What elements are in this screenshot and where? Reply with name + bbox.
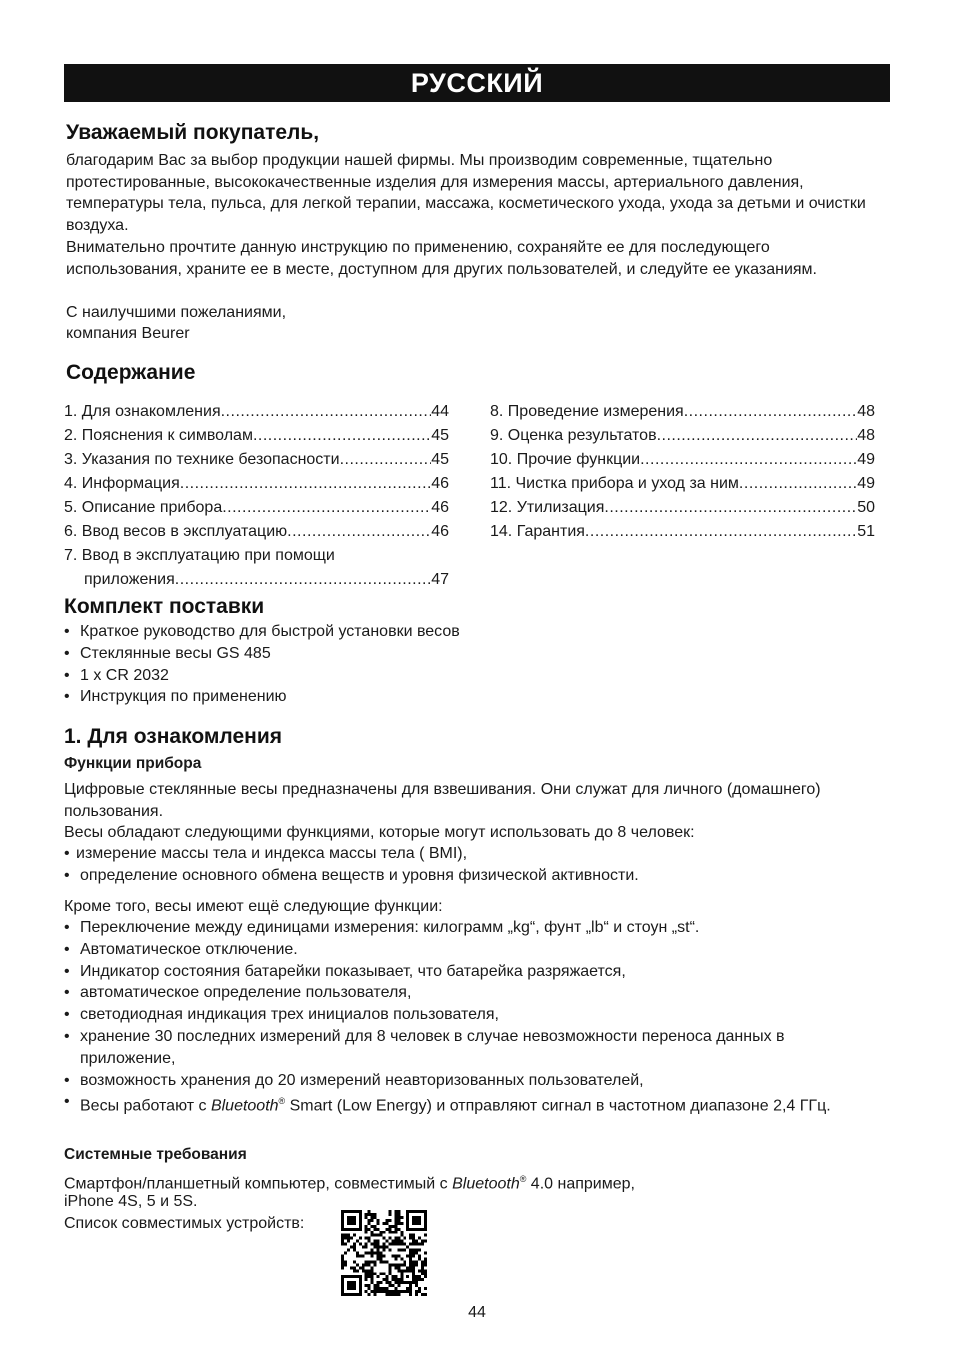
list-item: • измерение массы тела и индекса массы тела ( BMI), [64,843,894,865]
toc-label: 1. Для ознакомления [64,403,221,420]
sys-post: 4.0 например, [526,1175,635,1193]
toc-item[interactable] [490,400,875,424]
toc-left [64,400,449,592]
toc-page: 49 [857,475,875,492]
toc-item[interactable] [490,424,875,448]
toc-leader [640,448,857,472]
toc-page: 49 [857,451,875,468]
toc-leader [657,424,858,448]
toc-page: 45 [431,451,449,468]
toc-item[interactable] [64,472,449,496]
greeting-sign1: С наилучшими пожеланиями, [66,304,287,321]
toc-label: 2. Пояснения к символам [64,427,253,444]
toc-page: 46 [431,523,449,540]
function-list-1 [64,843,894,887]
bt-brand: Bluetooth [210,1097,279,1115]
toc-item[interactable] [64,496,449,520]
package-list [64,621,894,708]
toc-leader [340,448,432,472]
toc-label: 4. Информация [64,475,180,492]
sys-line3: Список совместимых устройств: [64,1215,305,1232]
toc-label: 12. Утилизация [490,499,605,516]
toc-leader [253,424,431,448]
toc-page: 47 [431,571,449,588]
toc-item[interactable] [490,448,875,472]
toc-leader [222,496,431,520]
toc-page: 48 [857,403,875,420]
greeting-para2: Внимательно прочтите данную инструкцию по применению, сохраняйте ее для последующего использования, храните ее в месте, доступном для других пользователей, и следуйте ее указаниям. [66,239,817,278]
toc-item[interactable] [490,496,875,520]
toc-label: 7. Ввод в эксплуатацию при помощи [64,547,335,564]
language-banner: РУССКИЙ [64,64,890,102]
toc-right [490,400,875,544]
toc-page: 44 [431,403,449,420]
list-item: • автоматическое определение пользователя, [64,982,864,1004]
toc-item[interactable] [64,448,449,472]
toc-label: 11. Чистка прибора и уход за ним [490,475,739,492]
list-item: • 1 x CR 2032 [64,665,894,687]
sys-line2: iPhone 4S, 5 и 5S. [64,1193,198,1210]
intro-title: 1. Для ознакомления [64,725,282,748]
toc-item[interactable] [490,472,875,496]
bt-post: Smart (Low Energy) и отправляют сигнал в частотном диапазоне 2,4 ГГц. [285,1097,831,1115]
greeting-sign2: компания Beurer [66,325,190,342]
toc-label: 3. Указания по технике безопасности [64,451,340,468]
sys-pre: Смартфон/планшетный компьютер, совместимый с [64,1175,453,1193]
toc-item[interactable] [64,424,449,448]
toc-page: 50 [857,499,875,516]
toc-leader [180,472,431,496]
toc-item[interactable] [64,520,449,544]
toc-page: 46 [431,499,449,516]
toc-label: приложения [84,571,175,588]
list-item: • Краткое руководство для быстрой установки весов [64,621,894,643]
list-item [64,1091,864,1117]
list-item: • возможность хранения до 20 измерений неавторизованных пользователей, [64,1070,864,1092]
package-title: Комплект поставки [64,595,265,618]
list-item: • хранение 30 последних измерений для 8 человек в случае невозможности переноса данных в приложение, [64,1026,864,1070]
toc-page: 45 [431,427,449,444]
toc-page: 48 [857,427,875,444]
toc-leader [287,520,431,544]
sys-reg: ® [519,1174,527,1184]
list-item: • Индикатор состояния батарейки показывает, что батарейка разряжается, [64,961,864,983]
toc-page: 51 [857,523,875,540]
qr-code-icon[interactable] [341,1210,427,1296]
intro-para3: Кроме того, весы имеют ещё следующие функции: [64,898,443,915]
toc-leader [175,568,431,592]
greeting-title: Уважаемый покупатель, [66,121,320,144]
list-item: • Инструкция по применению [64,686,894,708]
toc-leader [604,496,857,520]
list-item: • светодиодная индикация трех инициалов пользователя, [64,1004,864,1026]
toc-leader [739,472,857,496]
list-item: • Автоматическое отключение. [64,939,864,961]
toc-leader [585,520,857,544]
bt-pre: Весы работают с [80,1097,211,1115]
page-number: 44 [468,1304,486,1321]
function-list-2 [64,917,864,1118]
toc-item[interactable] [490,520,875,544]
greeting-para1: благодарим Вас за выбор продукции нашей фирмы. Мы производим современные, тщательно протестированные, высококачественные изделия для измерения массы, артериального давления, температуры тела, пульса, для легкой терапии, массажа, косметического ухода, ухода за детьми и очистки воздуха. [66,152,866,234]
toc-label: 8. Проведение измерения [490,403,684,420]
toc-item[interactable] [64,544,449,568]
list-item: • Стеклянные весы GS 485 [64,643,894,665]
toc-label: 10. Прочие функции [490,451,641,468]
contents-title: Содержание [66,361,196,384]
toc-leader [684,400,857,424]
toc-leader [221,400,432,424]
list-item: • определение основного обмена веществ и уровня физической активности. [64,865,894,887]
toc-label: 6. Ввод весов в эксплуатацию [64,523,288,540]
toc-item[interactable] [64,400,449,424]
sys-brand: Bluetooth [452,1175,520,1193]
functions-title: Функции прибора [64,755,202,772]
toc-item[interactable] [64,568,449,592]
list-item: • Переключение между единицами измерения: килограмм „kg“, фунт „lb“ и стоун „st“. [64,917,864,939]
toc-label: 5. Описание прибора [64,499,223,516]
toc-label: 14. Гарантия [490,523,585,540]
intro-para1: Цифровые стеклянные весы предназначены для взвешивания. Они служат для личного (домашнего) пользования. [64,781,821,820]
intro-para2: Весы обладают следующими функциями, которые могут использовать до 8 человек: [64,824,695,841]
toc-page: 46 [431,475,449,492]
toc-label: 9. Оценка результатов [490,427,657,444]
system-requirements-title: Системные требования [64,1146,247,1163]
bt-reg: ® [278,1096,286,1107]
